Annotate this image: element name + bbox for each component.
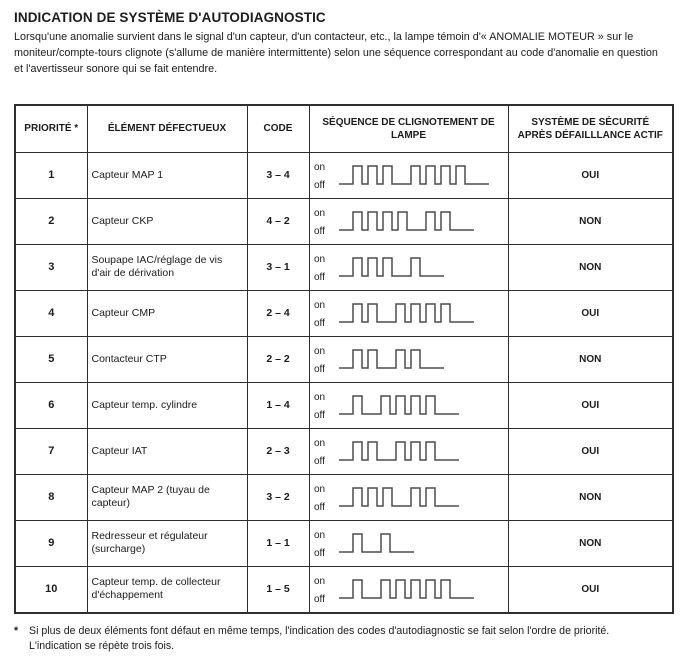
priority-cell: 4 (15, 290, 87, 336)
safety-cell: OUI (508, 290, 673, 336)
table-row (15, 290, 673, 336)
header-code: CODE (247, 105, 309, 153)
safety-cell: OUI (508, 566, 673, 613)
wave-level-label: off (313, 456, 325, 468)
element-cell: Capteur temp. de collecteur d'échappement (87, 566, 247, 613)
wave-level-label: off (313, 548, 325, 560)
element-cell: Redresseur et régulateur (surcharge) (87, 520, 247, 566)
safety-cell: NON (508, 336, 673, 382)
header-safety-system: SYSTÈME DE SÉCURITÉ APRÈS DÉFAILLLANCE ACTIF (508, 105, 673, 153)
code-cell: 3 – 4 (247, 152, 309, 198)
safety-cell: NON (508, 474, 673, 520)
element-cell: Capteur temp. cylindre (87, 382, 247, 428)
wave-level-label: off (313, 180, 325, 192)
blink-sequence-waveform (314, 572, 476, 606)
footnote-line-1: Si plus de deux éléments font défaut en même temps, l'indication des codes d'autodiagnostic se fait selon l'ordre de priorité. (29, 624, 610, 637)
blink-sequence-cell (309, 198, 508, 244)
blink-sequence-cell (309, 566, 508, 613)
code-cell: 1 – 4 (247, 382, 309, 428)
code-cell: 4 – 2 (247, 198, 309, 244)
wave-level-label: off (313, 364, 325, 376)
wave-level-label: on (313, 300, 325, 312)
wave-level-label: on (313, 392, 325, 404)
element-cell: Capteur MAP 2 (tuyau de capteur) (87, 474, 247, 520)
safety-cell: NON (508, 520, 673, 566)
table-row (15, 428, 673, 474)
blink-sequence-cell (309, 290, 508, 336)
footnote-line-2: L'indication se répète trois fois. (29, 639, 175, 652)
table-row (15, 336, 673, 382)
safety-cell: OUI (508, 152, 673, 198)
blink-sequence-waveform (314, 388, 461, 422)
priority-cell: 1 (15, 152, 87, 198)
priority-cell: 7 (15, 428, 87, 474)
table-row (15, 474, 673, 520)
table-header (15, 105, 673, 153)
header-sequence: SÉQUENCE DE CLIGNOTEMENT DE LAMPE (309, 105, 508, 153)
blink-sequence-waveform (314, 480, 461, 514)
element-cell: Contacteur CTP (87, 336, 247, 382)
table-row (15, 520, 673, 566)
table-row (15, 244, 673, 290)
code-cell: 1 – 5 (247, 566, 309, 613)
safety-cell: NON (508, 244, 673, 290)
intro-paragraph: Lorsqu'une anomalie survient dans le signal d'un capteur, d'un contacteur, etc., la lampe témoin d'« ANOMALIE MOTEUR » sur le moniteur/compte-tours clignote (s'allume de manière intermittente) selon une séquence correspondant au code d'anomalie en question et l'avertisseur sonore qui se fait entendre. (14, 31, 658, 76)
blink-sequence-cell (309, 152, 508, 198)
table-body (15, 152, 673, 613)
priority-cell: 5 (15, 336, 87, 382)
priority-cell: 2 (15, 198, 87, 244)
element-cell: Capteur IAT (87, 428, 247, 474)
element-cell: Capteur CMP (87, 290, 247, 336)
wave-level-label: on (313, 484, 325, 496)
blink-sequence-cell (309, 244, 508, 290)
blink-sequence-cell (309, 520, 508, 566)
table-row (15, 152, 673, 198)
page-title: INDICATION DE SYSTÈME D'AUTODIAGNOSTIC (14, 10, 326, 25)
table-row (15, 198, 673, 244)
footnote-asterisk: * (14, 624, 19, 637)
priority-cell: 8 (15, 474, 87, 520)
blink-sequence-waveform (314, 158, 491, 192)
blink-sequence-waveform (314, 342, 446, 376)
priority-cell: 9 (15, 520, 87, 566)
blink-sequence-cell (309, 382, 508, 428)
wave-level-label: off (313, 502, 325, 514)
blink-sequence-waveform (314, 296, 476, 330)
wave-level-label: on (313, 162, 325, 174)
blink-sequence-waveform (314, 526, 416, 560)
wave-level-label: on (313, 254, 325, 266)
code-cell: 3 – 1 (247, 244, 309, 290)
blink-sequence-cell (309, 336, 508, 382)
header-element: ÉLÉMENT DÉFECTUEUX (87, 105, 247, 153)
footnote (14, 624, 672, 655)
header-priority: PRIORITÉ * (15, 105, 87, 153)
element-cell: Capteur MAP 1 (87, 152, 247, 198)
code-cell: 2 – 4 (247, 290, 309, 336)
wave-level-label: on (313, 346, 325, 358)
wave-level-label: off (313, 410, 325, 422)
wave-level-label: off (313, 594, 325, 606)
table-row (15, 382, 673, 428)
blink-sequence-cell (309, 428, 508, 474)
code-cell: 1 – 1 (247, 520, 309, 566)
priority-cell: 6 (15, 382, 87, 428)
blink-sequence-waveform (314, 250, 446, 284)
blink-sequence-cell (309, 474, 508, 520)
wave-level-label: off (313, 318, 325, 330)
autodiagnostic-table (14, 104, 674, 614)
safety-cell: OUI (508, 382, 673, 428)
code-cell: 2 – 2 (247, 336, 309, 382)
blink-sequence-waveform (314, 204, 476, 238)
wave-level-label: off (313, 226, 325, 238)
wave-level-label: on (313, 438, 325, 450)
code-cell: 2 – 3 (247, 428, 309, 474)
priority-cell: 10 (15, 566, 87, 613)
wave-level-label: off (313, 272, 325, 284)
safety-cell: OUI (508, 428, 673, 474)
priority-cell: 3 (15, 244, 87, 290)
wave-level-label: on (313, 576, 325, 588)
wave-level-label: on (313, 208, 325, 220)
table-row (15, 566, 673, 613)
safety-cell: NON (508, 198, 673, 244)
blink-sequence-waveform (314, 434, 461, 468)
wave-level-label: on (313, 530, 325, 542)
element-cell: Capteur CKP (87, 198, 247, 244)
footnote-text (29, 624, 669, 655)
code-cell: 3 – 2 (247, 474, 309, 520)
element-cell: Soupape IAC/réglage de vis d'air de dérivation (87, 244, 247, 290)
